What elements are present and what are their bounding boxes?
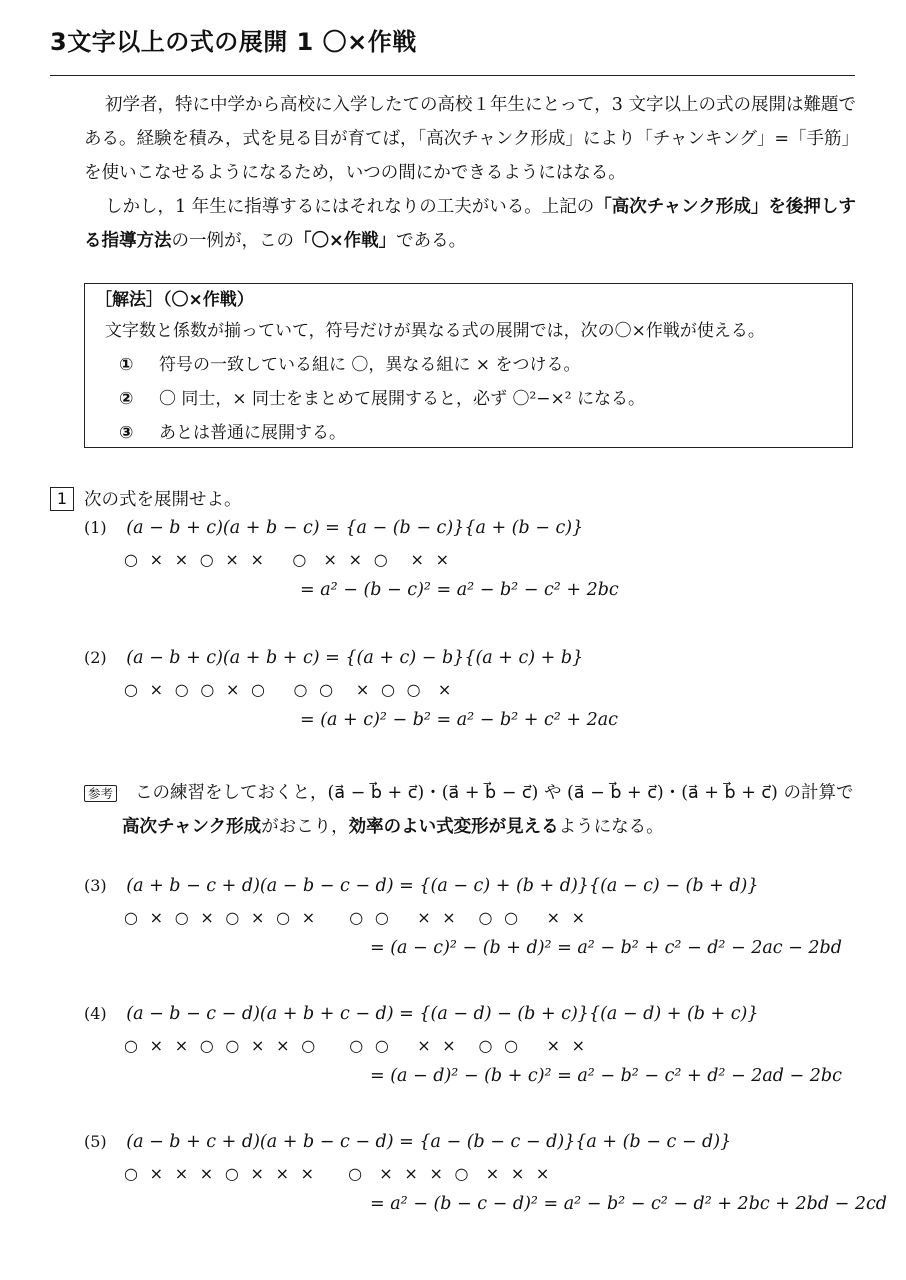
method-heading: ［解法］（〇×作戦） <box>95 290 254 310</box>
problem-label: (5) <box>84 1132 107 1151</box>
note-text-a: この練習をしておくと，(a⃗ − b⃗ + c⃗)・(a⃗ + b⃗ − c⃗) や (a⃗ − b⃗ + c⃗)・(a⃗ + b⃗ + c⃗) の計算で <box>135 783 854 803</box>
problem-label: (1) <box>84 518 107 537</box>
reference-note <box>84 776 864 844</box>
intro-p2-bold-d: 「〇×作戦」 <box>294 231 397 251</box>
note-line-2 <box>84 810 864 844</box>
problem-5-marks: ○ × × × ○ × × × ○ × × × ○ × × × <box>124 1164 550 1183</box>
method-description: 文字数と係数が揃っていて，符号だけが異なる式の展開では，次の〇×作戦が使える。 <box>105 321 765 341</box>
note-bold-1: 高次チャンク形成 <box>122 817 262 837</box>
problem-3-marks: ○ × ○ × ○ × ○ × ○ ○ × × ○ ○ × × <box>124 908 586 927</box>
intro-p2-text-c: の一例が，この <box>171 231 294 251</box>
problem-5-equation <box>84 1132 731 1152</box>
problem-1-marks: ○ × × ○ × × ○ × × ○ × × <box>124 550 450 569</box>
problem-5-result: = a² − (b − c − d)² = a² − b² − c² − d² + 2bc + 2bd − 2cd <box>370 1194 887 1214</box>
problem-3-result: = (a − c)² − (b + d)² = a² − b² + c² − d² − 2ac − 2bd <box>370 938 842 958</box>
problem-3-equation <box>84 876 759 896</box>
problem-number-box: 1 <box>50 487 74 511</box>
note-text-b: がおこり， <box>261 817 349 837</box>
step-text: あとは普通に展開する。 <box>159 423 346 443</box>
problem-4-result: = (a − d)² − (b + c)² = a² − b² − c² + d² − 2ad − 2bc <box>370 1066 842 1086</box>
problem-2-result: = (a + c)² − b² = a² − b² + c² + 2ac <box>300 710 618 730</box>
problem-1-result: = a² − (b − c)² = a² − b² − c² + 2bc <box>300 580 619 600</box>
note-text-c: ようになる。 <box>558 817 664 837</box>
step-text: 〇 同士，× 同士をまとめて展開すると，必ず 〇²−×² になる。 <box>159 389 645 409</box>
problem-header <box>50 486 242 511</box>
equation: (a − b + c + d)(a + b − c − d) = {a − (b − c − d)}{a + (b − c − d)} <box>126 1132 732 1152</box>
problem-2-marks: ○ × ○ ○ × ○ ○ ○ × ○ ○ × <box>124 680 452 699</box>
method-step-2 <box>119 382 852 416</box>
problem-label: (2) <box>84 648 107 667</box>
note-bold-2: 効率のよい式変形が見える <box>348 817 559 837</box>
method-box <box>84 283 853 448</box>
intro-section <box>84 88 856 258</box>
problem-4-equation <box>84 1004 759 1024</box>
equation: (a − b + c)(a + b + c) = {(a + c) − b}{(a + c) + b} <box>126 648 584 668</box>
problem-2-equation <box>84 648 583 668</box>
intro-p2-text-a: しかし，1 年生に指導するにはそれなりの工夫がいる。上記の <box>105 197 595 217</box>
method-step-1 <box>119 348 852 382</box>
problem-instruction: 次の式を展開せよ。 <box>84 490 242 510</box>
step-number: ③ <box>119 423 134 443</box>
intro-paragraph-2 <box>84 190 856 258</box>
problem-4-marks: ○ × × ○ ○ × × ○ ○ ○ × × ○ ○ × × <box>124 1036 586 1055</box>
equation: (a − b − c − d)(a + b + c − d) = {(a − d) − (b + c)}{(a − d) + (b + c)} <box>126 1004 759 1024</box>
intro-paragraph-1: 初学者，特に中学から高校に入学したての高校１年生にとって，3 文字以上の式の展開は難題である。経験を積み，式を見る目が育てば，「高次チャンク形成」により「チャンキング」=「手筋」を使いこなせるようになるため，いつの間にかできるようにはなる。 <box>84 95 856 183</box>
step-text: 符号の一致している組に 〇，異なる組に × をつける。 <box>159 355 581 375</box>
intro-p2-bold-a: 「高次チャンク形成」を後押しする指導方法 <box>84 197 856 251</box>
problem-1-equation <box>84 518 583 538</box>
note-line-1 <box>84 776 864 810</box>
equation: (a − b + c)(a + b − c) = {a − (b − c)}{a + (b − c)} <box>126 518 584 538</box>
note-badge: 参考 <box>84 785 117 802</box>
title-divider <box>50 75 855 76</box>
equation: (a + b − c + d)(a − b − c − d) = {(a − c) + (b + d)}{(a − c) − (b + d)} <box>126 876 759 896</box>
intro-p2-text-e: である。 <box>396 231 467 251</box>
problem-label: (4) <box>84 1004 107 1023</box>
problem-label: (3) <box>84 876 107 895</box>
page-title: 3文字以上の式の展開 1 〇×作戦 <box>50 28 417 56</box>
step-number: ① <box>119 355 134 375</box>
method-step-3 <box>119 416 852 450</box>
step-number: ② <box>119 389 134 409</box>
